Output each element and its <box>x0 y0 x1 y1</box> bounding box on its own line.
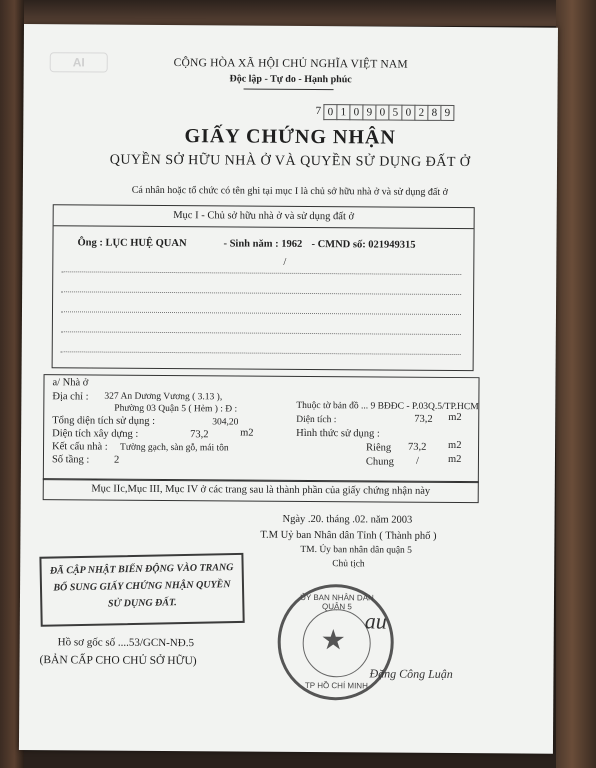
file-number: Hồ sơ gốc số ....53/GCN-NĐ.5 <box>57 636 195 650</box>
serial-number <box>313 104 454 121</box>
map-sheet: Thuộc tờ bản đồ ... 9 BĐĐC - P.03Q.5/TP.HCM <box>296 400 479 413</box>
dotted-line <box>61 351 461 355</box>
section-note-box <box>43 478 479 503</box>
serial-digit: 2 <box>414 105 427 121</box>
address-value-2: Phường 03 Quận 5 ( Hẻm ) : Đ : <box>114 403 238 415</box>
floors-value: 2 <box>113 454 120 466</box>
serial-digit: 0 <box>401 105 414 121</box>
shared-value: / <box>415 455 419 467</box>
republic-header: CỘNG HÒA XÃ HỘI CHỦ NGHĨA VIỆT NAM <box>173 57 408 71</box>
document-title: GIẤY CHỨNG NHẬN <box>184 125 396 149</box>
seal-top-text: ỦY BAN NHÂN DÂN QUẬN 5 <box>300 592 374 612</box>
total-area-label: Tổng diện tích sử dụng : <box>52 415 156 427</box>
watermark-text: AI <box>72 55 85 70</box>
serial-digit: 9 <box>362 104 375 120</box>
serial-digit: 8 <box>427 105 440 121</box>
official-seal <box>277 584 394 701</box>
issue-date: Ngày .20. tháng .02. năm 2003 <box>282 513 413 526</box>
serial-digit: 0 <box>323 104 336 120</box>
signature: au <box>364 608 387 634</box>
built-area-label: Diện tích xây dựng : <box>52 428 139 440</box>
authority-district: TM. Ủy ban nhân dân quận 5 <box>300 544 412 556</box>
motto-underline <box>244 89 334 91</box>
document-subtitle: QUYỀN SỞ HỮU NHÀ Ở VÀ QUYỀN SỬ DỤNG ĐẤT Ở <box>109 152 471 171</box>
dotted-line <box>61 331 461 335</box>
owner-slash: / <box>283 256 287 268</box>
address-label: Địa chỉ : <box>52 391 89 403</box>
owner-birth-year: - Sinh năm : 1962 <box>223 238 303 250</box>
update-stamp <box>39 553 244 627</box>
serial-digit: 0 <box>349 104 362 120</box>
address-value: 327 An Dương Vương ( 3.13 ), <box>104 391 223 403</box>
section-1-divider <box>54 225 474 229</box>
private-unit: m2 <box>448 439 462 452</box>
owner-name: Ông : LỤC HUỆ QUAN <box>77 237 187 250</box>
authority-city: T.M Uỷ ban Nhân dân Tỉnh ( Thành phố ) <box>260 529 437 542</box>
copy-for-owner: (BẢN CẤP CHO CHỦ SỞ HỮU) <box>39 654 197 668</box>
total-area-value: 304,20 <box>212 417 239 428</box>
background-top <box>0 0 596 26</box>
built-area-unit: m2 <box>240 427 254 439</box>
structure-value: Tường gạch, sàn gỗ, mái tôn <box>120 442 229 454</box>
owner-id-number: - CMND số: 021949315 <box>311 239 416 251</box>
stamp-line-3: SỬ DỤNG ĐẤT. <box>107 597 177 610</box>
dotted-line <box>61 291 461 295</box>
authority-chairman: Chủ tịch <box>332 559 365 570</box>
dotted-line <box>61 271 461 275</box>
serial-prefix: 7 <box>315 105 322 118</box>
structure-label: Kết cấu nhà : <box>52 441 108 453</box>
section-1-box <box>52 204 475 371</box>
land-area-label: Diện tích : <box>296 414 337 426</box>
land-area-unit: m2 <box>448 411 462 424</box>
section-2-box <box>43 374 480 483</box>
land-area-value: 73,2 <box>414 413 433 425</box>
serial-digit: 5 <box>388 105 401 121</box>
star-icon: ★ <box>320 625 346 657</box>
usage-label: Hình thức sử dụng : <box>296 427 380 440</box>
stamp-line-1: ĐÃ CẬP NHẬT BIẾN ĐỘNG VÀO TRANG <box>49 562 234 577</box>
seal-side-text: TP HỒ CHÍ MINH <box>304 680 368 691</box>
private-label: Riêng <box>366 442 392 454</box>
private-value: 73,2 <box>408 441 427 453</box>
serial-digit: 0 <box>375 104 388 120</box>
intro-text: Cá nhân hoặc tổ chức có tên ghi tại mục I là chủ sở hữu nhà ở và sử dụng đất ở <box>131 184 448 198</box>
background-right <box>556 0 596 768</box>
section-note: Mục IIc,Mục III, Mục IV ở các trang sau là thành phần của giấy chứng nhận này <box>91 483 431 497</box>
floors-label: Số tầng : <box>51 454 90 466</box>
shared-unit: m2 <box>447 453 462 466</box>
stamp-line-2: BỔ SUNG GIẤY CHỨNG NHẬN QUYỀN <box>53 579 231 594</box>
serial-digit: 1 <box>336 104 349 120</box>
section-1-title: Mục I - Chủ sở hữu nhà ở và sử dụng đất ở <box>173 210 355 223</box>
certificate-paper <box>19 24 558 754</box>
shared-label: Chung <box>365 456 395 468</box>
dotted-line <box>61 311 461 315</box>
signatory-name: Đặng Công Luận <box>369 666 453 682</box>
serial-digit: 9 <box>440 105 454 121</box>
built-area-value: 73,2 <box>190 429 209 441</box>
house-heading: a/ Nhà ở <box>52 377 89 389</box>
motto: Độc lập - Tự do - Hạnh phúc <box>229 73 352 86</box>
